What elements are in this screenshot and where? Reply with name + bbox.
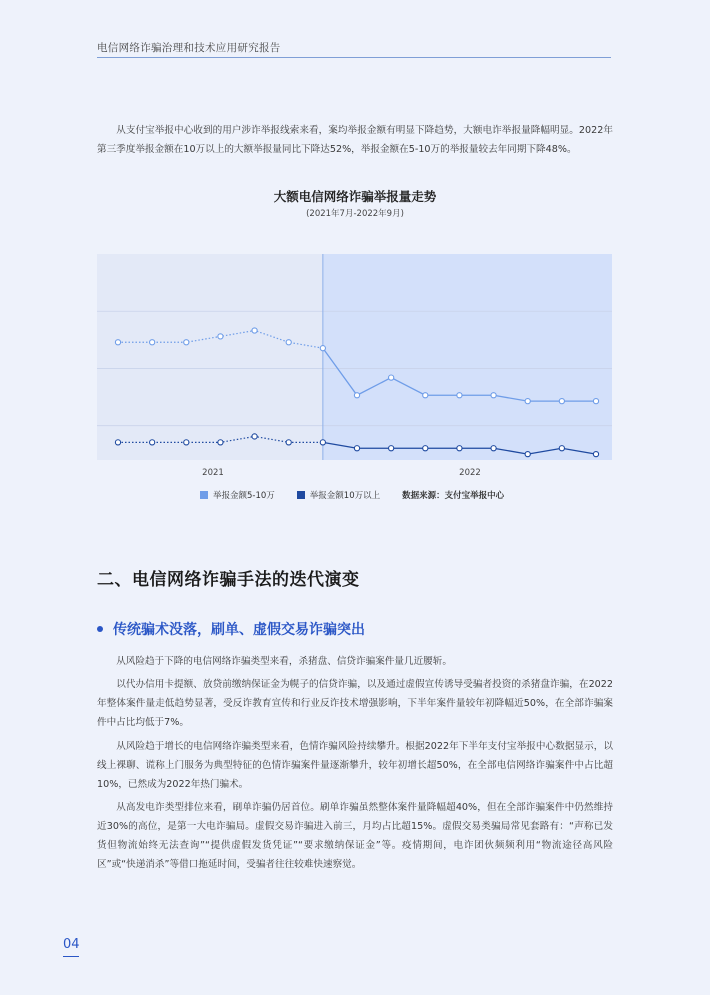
page-number-underline (63, 956, 79, 957)
line-chart (0, 0, 710, 480)
data-source: 数据来源：支付宝举报中心 (402, 491, 505, 501)
page-number: 04 (63, 937, 80, 952)
legend-item-10w-plus (297, 489, 380, 501)
data-point (320, 440, 325, 445)
legend-item-5-10w (200, 489, 275, 501)
data-point (150, 440, 155, 445)
data-point (457, 446, 462, 451)
plot-highlight-region (323, 254, 612, 460)
body-paragraph-4: 从高发电诈类型排位来看，刷单诈骗仍居首位。刷单诈骗虽然整体案件量降幅超40%，但在全部诈骗案件中仍然维持近30%的高位，是第一大电诈骗局。虚假交易诈骗进入前三，月均占比超15%。虚假交易类骗局常见套路有：“声称已发货但物流始终无法查询”“提供虚假发货凭证”“要求缴纳保证金”等。疫情期间，电诈团伙频频利用“物流途径高风险区”或“快递消杀”等借口拖延时间，受骗者往往较难快速察觉。 (97, 802, 613, 870)
legend-label-10w-plus: 举报金额10万以上 (309, 491, 381, 501)
body-paragraph-2: 以代办信用卡提额、放贷前缴纳保证金为幌子的信贷诈骗，以及通过虚假宣传诱导受骗者投资的杀猪盘诈骗，在2022年整体案件量走低趋势显著，受反诈教育宣传和行业反诈技术增强影响，下半年案件量较年初降幅近50%，在全部诈骗案件中占比均低于7%。 (97, 679, 613, 728)
sub-heading-text: 传统骗术没落，刷单、虚假交易诈骗突出 (113, 622, 365, 638)
data-point (184, 340, 189, 345)
data-point (115, 340, 120, 345)
data-point (218, 334, 223, 339)
body-paragraph-3: 从风险趋于增长的电信网络诈骗类型来看，色情诈骗风险持续攀升。根据2022年下半年支付宝举报中心数据显示，以线上裸聊、谎称上门服务为典型特征的色情诈骗案件量逐渐攀升，较年初增长超50%，在全部电信网络诈骗案件中占比超10%，已然成为2022年热门骗术。 (97, 741, 613, 790)
data-point (252, 434, 257, 439)
data-point (491, 393, 496, 398)
chart-subtitle: (2021年7月-2022年9月) (306, 209, 404, 219)
data-point (423, 446, 428, 451)
intro-paragraph: 从支付宝举报中心收到的用户涉诈举报线索来看，案均举报金额有明显下降趋势，大额电诈举报量降幅明显。2022年第三季度举报金额在10万以上的大额举报量同比下降达52%，举报金额在5-10万的举报量较去年同期下降48%。 (97, 125, 613, 155)
section-heading: 二、电信网络诈骗手法的迭代演变 (97, 570, 360, 590)
data-point (389, 446, 394, 451)
data-point (593, 452, 598, 457)
data-point (525, 399, 530, 404)
sub-heading (97, 619, 365, 639)
data-point (559, 446, 564, 451)
data-point (389, 375, 394, 380)
x-tick-label: 2022 (459, 468, 481, 478)
data-point (354, 393, 359, 398)
data-point (286, 440, 291, 445)
chart-title: 大额电信网络诈骗举报量走势 (273, 189, 437, 204)
chart-legend (200, 489, 526, 501)
data-point (252, 328, 257, 333)
data-point (491, 446, 496, 451)
data-point (354, 446, 359, 451)
body-paragraph-1: 从风险趋于下降的电信网络诈骗类型来看，杀猪盘、信贷诈骗案件量几近腰斩。 (116, 656, 452, 667)
legend-swatch-5-10w (200, 491, 208, 499)
data-point (457, 393, 462, 398)
data-point (423, 393, 428, 398)
report-header-title: 电信网络诈骗治理和技术应用研究报告 (97, 42, 281, 54)
data-point (184, 440, 189, 445)
data-point (525, 452, 530, 457)
data-point (593, 399, 598, 404)
data-point (218, 440, 223, 445)
data-point (150, 340, 155, 345)
data-point (115, 440, 120, 445)
legend-swatch-10w-plus (297, 491, 305, 499)
data-point (320, 346, 325, 351)
x-tick-label: 2021 (202, 468, 224, 478)
legend-label-5-10w: 举报金额5-10万 (213, 491, 275, 501)
data-point (559, 399, 564, 404)
data-point (286, 340, 291, 345)
bullet-dot-icon (97, 626, 103, 632)
